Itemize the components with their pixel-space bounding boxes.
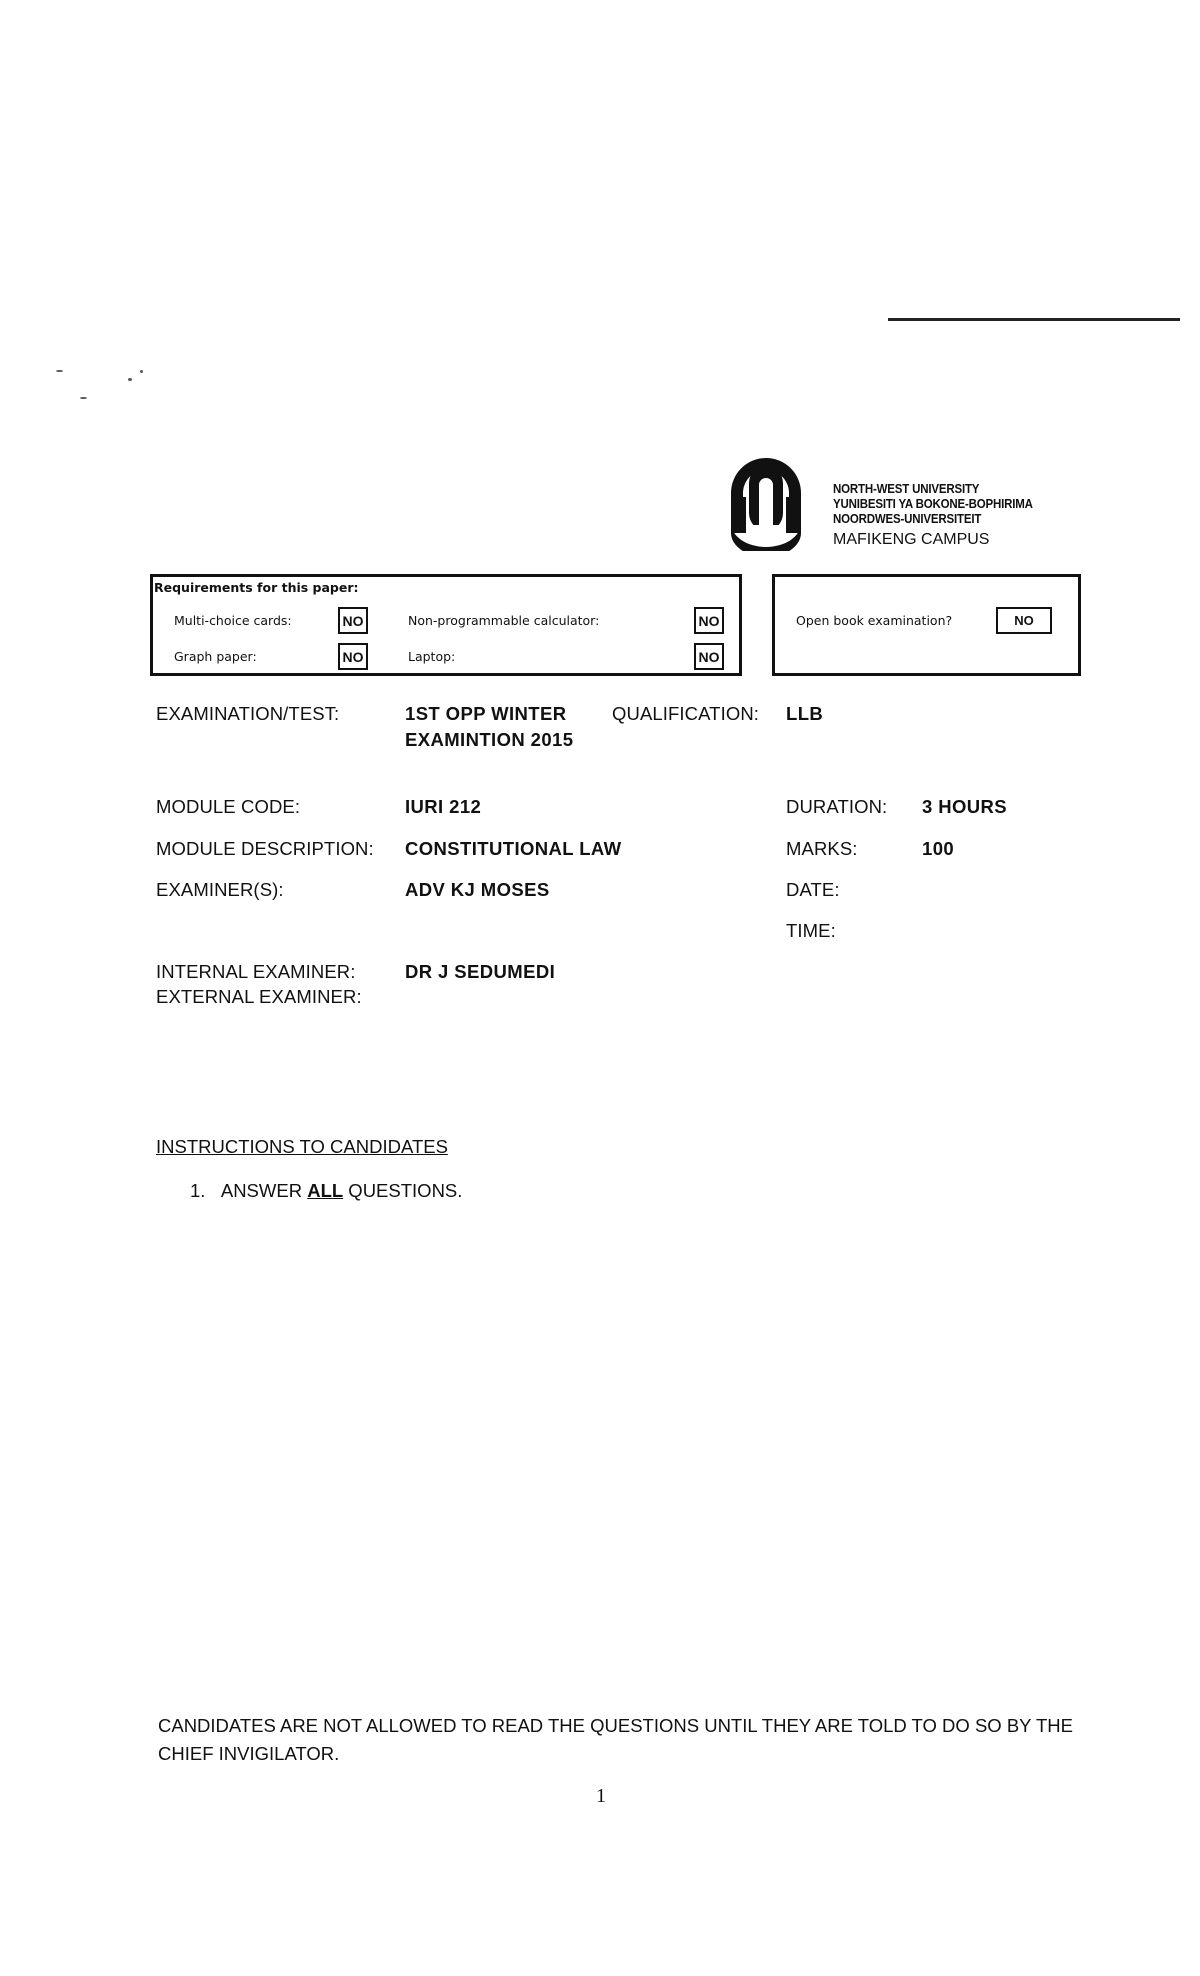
examiners-label: EXAMINER(S): (156, 879, 284, 900)
university-name (833, 482, 1050, 527)
scan-speck (140, 370, 143, 373)
multi-choice-label: Multi-choice cards: (174, 613, 292, 628)
scan-rule-line (888, 318, 1180, 321)
exam-value-line2: EXAMINTION 2015 (405, 729, 574, 750)
university-name-line: YUNIBESITI YA BOKONE-BOPHIRIMA (833, 497, 1033, 511)
scan-speck (80, 397, 87, 399)
instruction-suffix: QUESTIONS. (343, 1180, 463, 1201)
module-description-label: MODULE DESCRIPTION: (156, 838, 374, 859)
university-name-line: NORTH-WEST UNIVERSITY (833, 482, 980, 496)
calculator-value: NO (694, 607, 724, 634)
invigilator-notice: CANDIDATES ARE NOT ALLOWED TO READ THE QUESTIONS UNTIL THEY ARE TOLD TO DO SO BY THE CHIEF INVIGILATOR. (158, 1715, 1073, 1764)
laptop-label: Laptop: (408, 649, 456, 664)
internal-examiner-label: INTERNAL EXAMINER: (156, 961, 356, 982)
instructions-title: INSTRUCTIONS TO CANDIDATES (156, 1136, 448, 1157)
calculator-label: Non-programmable calculator: (408, 613, 600, 628)
duration-value: 3 HOURS (922, 796, 1008, 817)
instruction-number: 1. (190, 1180, 206, 1201)
instruction-item (190, 1180, 462, 1202)
open-book-label: Open book examination? (796, 613, 953, 628)
graph-paper-value: NO (338, 643, 368, 670)
graph-paper-label: Graph paper: (174, 649, 257, 664)
qualification-value: LLB (786, 703, 824, 724)
page-number: 1 (596, 1785, 606, 1807)
marks-value: 100 (922, 838, 955, 859)
marks-label: MARKS: (786, 838, 858, 859)
date-label: DATE: (786, 879, 840, 900)
time-label: TIME: (786, 920, 836, 941)
campus-name: MAFIKENG CAMPUS (833, 531, 990, 548)
nwu-logo-icon (727, 453, 805, 551)
instruction-emphasis: ALL (307, 1180, 344, 1201)
duration-label: DURATION: (786, 796, 888, 817)
internal-examiner-value: DR J SEDUMEDI (405, 961, 556, 982)
qualification-label: QUALIFICATION: (612, 703, 760, 724)
requirements-title: Requirements for this paper: (154, 580, 359, 595)
open-book-value: NO (996, 607, 1052, 634)
external-examiner-label: EXTERNAL EXAMINER: (156, 986, 362, 1007)
module-code-label: MODULE CODE: (156, 796, 301, 817)
university-name-line: NOORDWES-UNIVERSITEIT (833, 512, 982, 526)
scan-speck (56, 370, 63, 372)
module-code-value: IURI 212 (405, 796, 482, 817)
module-description-value: CONSTITUTIONAL LAW (405, 838, 622, 859)
laptop-value: NO (694, 643, 724, 670)
instruction-prefix: ANSWER (220, 1180, 308, 1201)
multi-choice-value: NO (338, 607, 368, 634)
exam-value-line1: 1ST OPP WINTER (405, 703, 567, 724)
examiners-value: ADV KJ MOSES (405, 879, 550, 900)
scan-speck (128, 378, 132, 381)
exam-label: EXAMINATION/TEST: (156, 703, 340, 724)
